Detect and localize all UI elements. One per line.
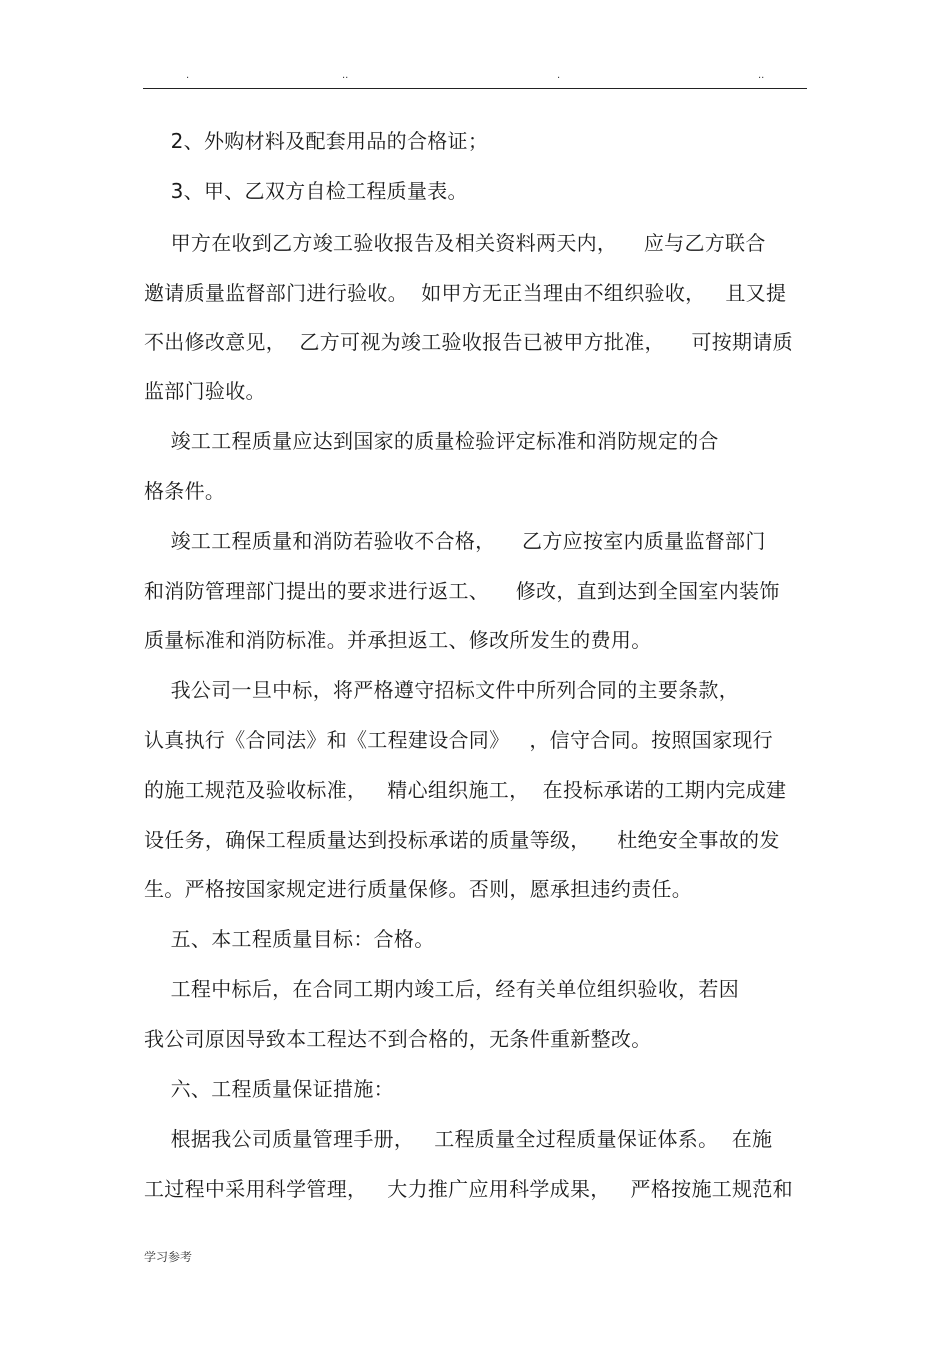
text-line: 质量标准和消防标准。并承担返工、修改所发生的费用。	[144, 628, 652, 652]
text-line: 监部门验收。	[144, 379, 266, 403]
page-header-marks	[0, 70, 950, 84]
text-line: 不出修改意见， 乙方可视为竣工验收报告已被甲方批准， 可按期请质	[144, 330, 793, 354]
text-line: 工程中标后，在合同工期内竣工后，经有关单位组织验收，若因	[144, 977, 740, 1001]
text-line: 六、工程质量保证措施：	[144, 1077, 394, 1101]
page-footer: 学习参考	[144, 1250, 193, 1264]
text-line: 五、本工程质量目标：合格。	[144, 927, 435, 951]
text-line: 设任务，确保工程质量达到投标承诺的质量等级， 杜绝安全事故的发	[144, 828, 780, 852]
header-mark: .	[186, 70, 190, 81]
text-line: 我公司原因导致本工程达不到合格的，无条件重新整改。	[144, 1027, 652, 1051]
text-line: 生。严格按国家规定进行质量保修。否则，愿承担违约责任。	[144, 877, 693, 901]
text-line: 2、外购材料及配套用品的合格证；	[144, 129, 489, 153]
text-line: 根据我公司质量管理手册， 工程质量全过程质量保证体系。 在施	[144, 1127, 773, 1151]
text-line: 格条件。	[144, 479, 226, 503]
text-line: 竣工工程质量应达到国家的质量检验评定标准和消防规定的合	[144, 429, 719, 453]
text-line: 工过程中采用科学管理， 大力推广应用科学成果， 严格按施工规范和	[144, 1177, 793, 1201]
header-mark: ..	[342, 70, 349, 81]
text-line: 的施工规范及验收标准， 精心组织施工， 在投标承诺的工期内完成建	[144, 778, 787, 802]
header-mark: ..	[758, 70, 765, 81]
text-line: 我公司一旦中标，将严格遵守招标文件中所列合同的主要条款，	[144, 678, 740, 702]
text-line: 和消防管理部门提出的要求进行返工、 修改，直到达到全国室内装饰	[144, 579, 780, 603]
text-line: 认真执行《合同法》和《工程建设合同》 ，信守合同。按照国家现行	[144, 728, 773, 752]
text-line: 竣工工程质量和消防若验收不合格， 乙方应按室内质量监督部门	[144, 529, 766, 553]
text-line: 3、甲、乙双方自检工程质量表。	[144, 179, 468, 203]
header-mark: .	[557, 70, 561, 81]
text-line: 甲方在收到乙方竣工验收报告及相关资料两天内， 应与乙方联合	[144, 231, 766, 255]
text-line: 邀请质量监督部门进行验收。 如甲方无正当理由不组织验收， 且又提	[144, 281, 787, 305]
header-rule	[143, 88, 807, 89]
